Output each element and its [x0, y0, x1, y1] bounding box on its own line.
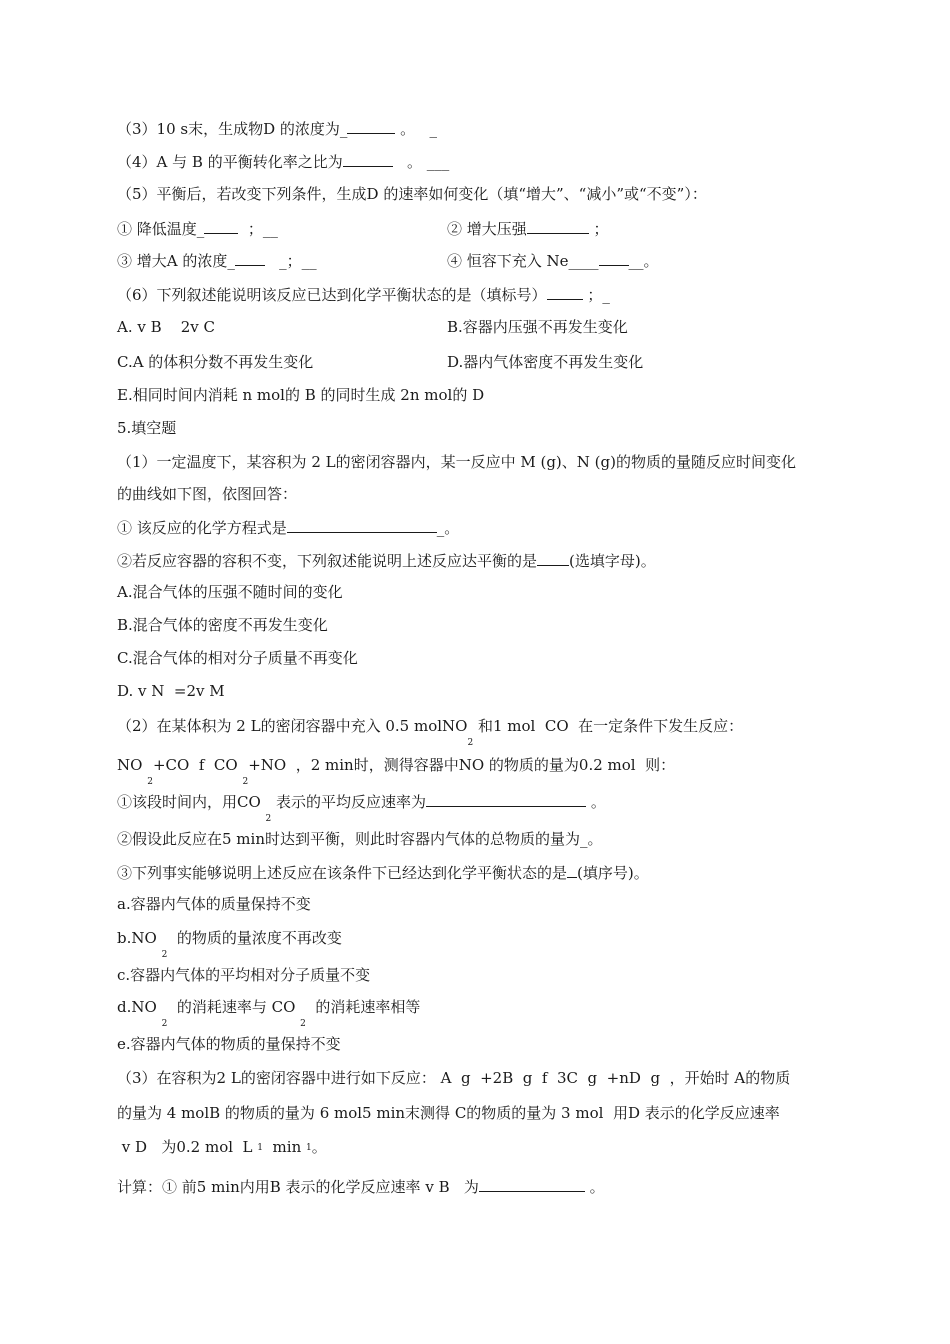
s5-p1-optA: A.混合气体的压强不随时间的变化 [117, 583, 343, 601]
q3-end: 。 _ [395, 120, 437, 138]
s5-p2-line2: NO $_2$+CO f CO $_2$+NO ，2 min时，测得容器中NO 的物质的量为0.2 mol 则： [117, 756, 676, 787]
q4-end: 。 ___ [392, 153, 450, 171]
q6-line: （6）下列叙述能说明该反应已达到化学平衡状态的是（填标号） ；_ [117, 286, 610, 304]
q5-item-1: ① 降低温度_ ；__ [117, 220, 278, 238]
answer-blank [599, 250, 629, 266]
answer-blank [567, 862, 577, 878]
s5-p3-line2: 的量为 4 molB 的物质的量为 6 mol5 min末测得 C的物质的量为 3 mol 用D 表示的化学反应速率 [117, 1104, 780, 1122]
answer-blank [204, 218, 238, 234]
answer-blank [343, 151, 393, 167]
q4-line [117, 151, 449, 172]
s5-p2-opt-a: a.容器内气体的质量保持不变 [117, 895, 311, 913]
answer-blank [527, 218, 589, 234]
s5-p2-q2: ②假设此反应在5 min时达到平衡，则此时容器内气体的总物质的量为_。 [117, 830, 603, 848]
answer-blank [287, 517, 437, 533]
q6-option-d: D.器内气体密度不再发生变化 [447, 353, 644, 371]
answer-blank [235, 250, 265, 266]
q6-option-a: A. v B 2v C [117, 318, 215, 336]
s5-p3-line3: v D 为0.2 mol L 1 min 1。 [117, 1138, 327, 1156]
answer-blank [547, 284, 583, 300]
answer-blank [426, 791, 586, 807]
q3-line [117, 118, 437, 139]
s5-p3-line1: （3）在容积为2 L的密闭容器中进行如下反应： A g +2B g f 3C g +nD g ，开始时 A的物质 [117, 1069, 791, 1087]
s5-p1-optD: D. v N =2v M [117, 682, 225, 700]
q5-item-4: ④ 恒容下充入 Ne____ __。 [447, 252, 659, 270]
s5-p2-opt-b: b.NO $_2$ 的物质的量浓度不再改变 [117, 929, 342, 960]
s5-p2-opt-e: e.容器内气体的物质的量保持不变 [117, 1035, 341, 1053]
s5-p1-optB: B.混合气体的密度不再发生变化 [117, 616, 328, 634]
q5-line: （5）平衡后，若改变下列条件，生成D 的速率如何变化（填“增大”、“减小”或“不变”）： [117, 185, 707, 203]
s5-p2-q3: ③下列事实能够说明上述反应在该条件下已经达到化学平衡状态的是 (填序号)。 [117, 864, 649, 882]
q6-option-b: B.容器内压强不再发生变化 [447, 318, 628, 336]
q6-option-e: E.相同时间内消耗 n mol的 B 的同时生成 2n mol的 D [117, 386, 485, 404]
s5-p1-q2: ②若反应容器的容积不变，下列叙述能说明上述反应达平衡的是 (选填字母)。 [117, 552, 656, 570]
s5-p1-optC: C.混合气体的相对分子质量不再变化 [117, 649, 358, 667]
s5-p1-line2: 的曲线如下图，依图回答： [117, 485, 298, 503]
q6-option-c: C.A 的体积分数不再发生变化 [117, 353, 314, 371]
s5-p3-calc: 计算：① 前5 min内用B 表示的化学反应速率 v B 为 。 [117, 1178, 605, 1196]
s5-p1-q1: ① 该反应的化学方程式是 _。 [117, 519, 460, 537]
q5-item-2: ② 增大压强 ； [447, 220, 609, 238]
s5-p2-q1: ①该段时间内，用CO $_2$ 表示的平均反应速率为 。 [117, 793, 606, 824]
s5-p2-line1: （2）在某体积为 2 L的密闭容器中充入 0.5 molNO$_2$ 和1 mol CO 在一定条件下发生反应： [117, 717, 744, 748]
answer-blank [479, 1176, 585, 1192]
section-title: 5.填空题 [117, 419, 177, 437]
answer-blank [537, 550, 569, 566]
answer-blank [347, 118, 395, 134]
s5-p2-opt-d: d.NO $_2$ 的消耗速率与 CO $_2$ 的消耗速率相等 [117, 998, 421, 1029]
q4-text: （4）A 与 B 的平衡转化率之比为 [117, 153, 343, 171]
q5-item-3: ③ 增大A 的浓度_ _；__ [117, 252, 317, 270]
s5-p1-line1: （1）一定温度下，某容积为 2 L的密闭容器内，某一反应中 M (g)、N (g)的物质的量随反应时间变化 [117, 453, 796, 471]
q3-text: （3）10 s末，生成物D 的浓度为_ [117, 120, 348, 138]
s5-p2-opt-c: c.容器内气体的平均相对分子质量不变 [117, 966, 371, 984]
